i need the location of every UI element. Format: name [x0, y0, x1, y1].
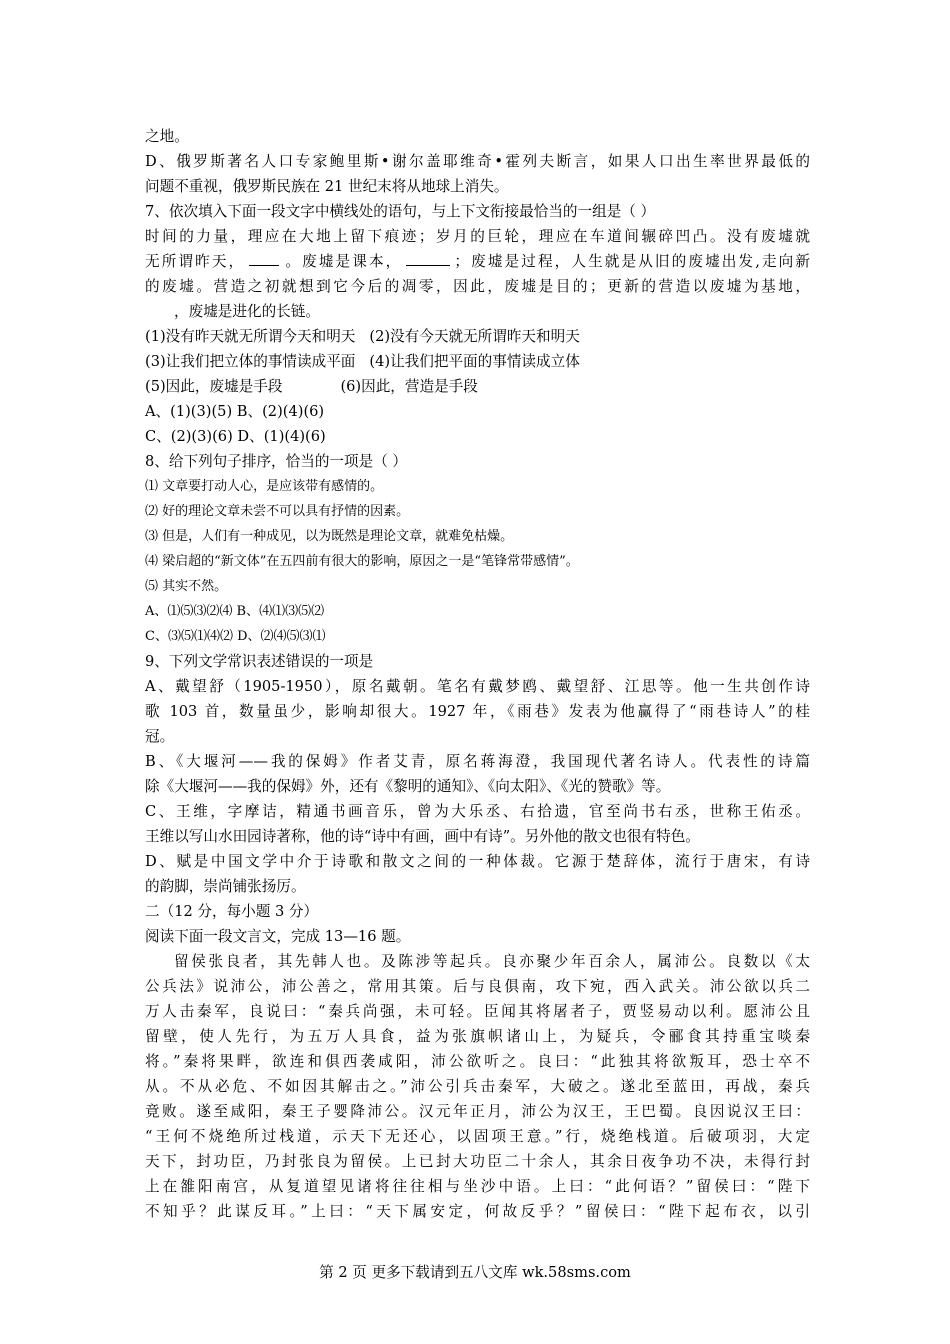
text-line: 的废墟。营造之初就想到它今后的凋零，因此，废墟是目的；更新的营造以废墟为基地， [145, 278, 810, 295]
option-item: (1)没有昨天就无所谓今天和明天 [145, 328, 356, 345]
answer-choices: C、(2)(3)(6) D、(1)(4)(6) [145, 428, 326, 445]
text-line: 歌 103 首，数量虽少，影响却很大。1927 年，《雨巷》发表为他赢得了“雨巷诗人”的桂 [145, 703, 810, 720]
option-item: (3)让我们把立体的事情读成平面 [145, 353, 356, 370]
text-segment: ；废墟是过程，人生就是从旧的废墟出发,走向新 [454, 253, 810, 270]
text-line: 王维以写山水田园诗著称，他的诗“诗中有画，画中有诗”。另外他的散文也很有特色。 [145, 828, 700, 845]
text-line: A、戴望舒（1905-1950），原名戴朝。笔名有戴梦鸥、戴望舒、江思等。他一生共创作诗 [145, 678, 810, 695]
sentence-item: ⑷ 梁启超的“新文体”在五四前有很大的影响，原因之一是“笔锋常带感情”。 [145, 554, 579, 569]
passage-line: 留壁，使人先行，为五万人具食，益为张旗帜诸山上，为疑兵，令郦食其持重宝啖秦 [145, 1028, 810, 1045]
passage-line: 公兵法》说沛公，沛公善之，常用其策。后与良俱南，攻下宛，西入武关。沛公欲以兵二 [145, 978, 810, 995]
option-item: (2)没有今天就无所谓昨天和明天 [369, 328, 580, 345]
passage-line: “王何不烧绝所过栈道，示天下无还心，以固项王意。”行，烧绝栈道。后破项羽，大定 [145, 1128, 810, 1145]
passage-line: 不知乎？此谋反耳。”上曰：“天下属安定，何故反乎？”留侯曰：“陛下起布衣，以引 [145, 1203, 810, 1220]
passage-line: 天下，封功臣，乃封张良为留侯。上已封大功臣二十余人，其余日夜争功不决，未得行封 [145, 1153, 810, 1170]
answer-choices: C、⑶⑸⑴⑷⑵ D、⑵⑷⑸⑶⑴ [145, 629, 326, 644]
question-7-stem: 7、依次填入下面一段文字中横线处的语句，与上下文衔接最恰当的一组是（ ） [145, 203, 656, 220]
section-instruction: 阅读下面一段文言文，完成 13—16 题。 [145, 928, 411, 945]
sentence-item: ⑸ 其实不然。 [145, 579, 228, 594]
option-item: (5)因此，废墟是手段 [145, 378, 283, 395]
text-line: B、《大堰河——我的保姆》作者艾青，原名蒋海澄，我国现代著名诗人。代表性的诗篇 [145, 753, 810, 770]
option-item: (6)因此，营造是手段 [340, 378, 478, 395]
fill-blank [406, 265, 450, 266]
text-segment: 。废墟是课本， [283, 253, 403, 270]
page-footer: 第 2 页 更多下载请到五八文库 wk.58sms.com [319, 1264, 631, 1281]
sentence-item: ⑴ 文章要打动人心，是应该带有感情的。 [145, 479, 384, 494]
passage-line: 将。”秦将果畔，欲连和俱西袭咸阳，沛公欲听之。良曰：“此独其将欲叛耳，恐士卒不 [145, 1053, 810, 1070]
text-line: D、赋是中国文学中介于诗歌和散文之间的一种体裁。它源于楚辞体，流行于唐宋，有诗 [145, 853, 810, 870]
option-line [145, 349, 810, 374]
text-line: 除《大堰河——我的保姆》外，还有《黎明的通知》、《向太阳》、《光的赞歌》等。 [145, 778, 671, 795]
text-line: D、俄罗斯著名人口专家鲍里斯•谢尔盖耶维奇•霍列夫断言，如果人口出生率世界最低的 [145, 153, 810, 170]
answer-choices: A、(1)(3)(5) B、(2)(4)(6) [145, 403, 325, 420]
answer-choices: A、⑴⑸⑶⑵⑷ B、⑷⑴⑶⑸⑵ [145, 604, 325, 619]
text-segment: 无所谓昨天， [145, 253, 246, 270]
sentence-item: ⑵ 好的理论文章未尝不可以具有抒情的因素。 [145, 504, 410, 519]
passage-line: 从。不从必危、不如因其解击之。”沛公引兵击秦军，大破之。遂北至蓝田，再战，秦兵 [145, 1078, 810, 1095]
sentence-item: ⑶ 但是，人们有一种成见，以为既然是理论文章，就难免枯燥。 [145, 529, 514, 544]
text-line: ，废墟是进化的长链。 [174, 303, 320, 320]
text-line: 问题不重视，俄罗斯民族在 21 世纪末将从地球上消失。 [145, 178, 509, 195]
passage-line: 留侯张良者，其先韩人也。及陈涉等起兵。良亦聚少年百余人，属沛公。良数以《太 [174, 953, 810, 970]
option-item: (4)让我们把平面的事情读成立体 [369, 353, 580, 370]
section-heading: 二（12 分，每小题 3 分） [145, 903, 319, 920]
text-line: 冠。 [145, 728, 175, 745]
text-line-with-blanks [145, 249, 810, 274]
fill-blank [249, 265, 279, 266]
option-line [145, 374, 810, 399]
passage-line: 上在雒阳南宫，从复道望见诸将往往相与坐沙中语。上曰：“此何语？”留侯曰：“陛下 [145, 1178, 810, 1195]
text-line: 的韵脚，崇尚铺张扬厉。 [145, 878, 306, 895]
question-9-stem: 9、下列文学常识表述错误的一项是 [145, 653, 374, 670]
text-line: 时间的力量，理应在大地上留下痕迹；岁月的巨轮，理应在车道间辗碎凹凸。没有废墟就 [145, 228, 810, 245]
text-line: C、王维，字摩诘，精通书画音乐，曾为大乐丞、右拾遗，官至尚书右丞，世称王佑丞。 [145, 803, 810, 820]
option-line [145, 324, 810, 349]
passage-line: 竟败。遂至咸阳，秦王子婴降沛公。汉元年正月，沛公为汉王，王巴蜀。良因说汉王曰： [145, 1103, 810, 1120]
document-body [145, 124, 810, 1224]
text-line: 之地。 [145, 128, 189, 145]
passage-line: 万人击秦军，良说曰：“秦兵尚强，未可轻。臣闻其将屠者子，贾竖易动以利。愿沛公且 [145, 1003, 810, 1020]
question-8-stem: 8、给下列句子排序，恰当的一项是（ ） [145, 453, 408, 470]
